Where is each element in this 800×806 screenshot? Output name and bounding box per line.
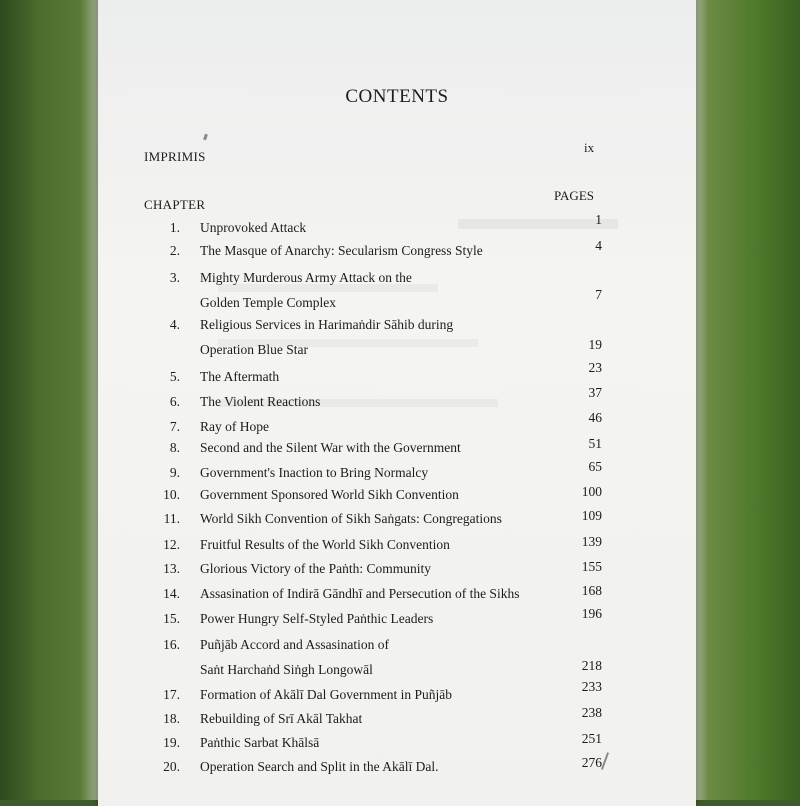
book-page [98, 0, 696, 806]
chapter-page: 4 [595, 238, 602, 253]
chapter-page: 65 [588, 459, 602, 474]
chapter-title: Operation Search and Split in the Akālī Dal. [200, 759, 439, 774]
chapter-number: 5. [169, 369, 180, 384]
imprimis-page-number: ix [584, 140, 595, 155]
chapter-number: 12. [163, 537, 180, 552]
chapter-page: 23 [588, 360, 602, 375]
imprimis-label: IMPRIMIS [144, 149, 206, 164]
chapter-number: 17. [163, 687, 180, 702]
chapter-title: Second and the Silent War with the Government [200, 440, 461, 455]
chapter-page: 100 [581, 484, 602, 499]
chapter-page: 196 [581, 606, 602, 621]
chapter-number: 2. [169, 243, 180, 258]
chapter-page: 139 [581, 534, 602, 549]
chapter-number: 14. [163, 586, 180, 601]
chapter-page: 251 [581, 731, 602, 746]
chapter-page: 46 [588, 410, 602, 425]
chapter-title: Puñjāb Accord and Assasination of [200, 637, 389, 652]
chapter-number: 6. [169, 394, 180, 409]
chapter-number: 9. [169, 465, 180, 480]
chapter-title: Unprovoked Attack [200, 220, 307, 235]
chapter-page: 233 [581, 679, 602, 694]
chapter-number: 16. [163, 637, 180, 652]
chapter-page: 168 [581, 583, 602, 598]
chapter-number: 13. [163, 561, 180, 576]
chapter-page: 19 [588, 337, 602, 352]
chapter-number: 7. [169, 419, 180, 434]
chapter-title: The Violent Reactions [200, 394, 321, 409]
chapter-title-continued: Operation Blue Star [200, 342, 308, 357]
chapter-number: 15. [163, 611, 180, 626]
chapter-title: World Sikh Convention of Sikh Saṅgats: Congregations [200, 511, 502, 526]
chapter-title: Assasination of Indirā Gāndhī and Persecution of the Sikhs [200, 586, 520, 601]
chapter-title: Paṅthic Sarbat Khālsā [200, 735, 320, 750]
chapter-number: 20. [163, 759, 180, 774]
chapter-page: 276 [581, 755, 602, 770]
chapter-page: 218 [581, 658, 602, 673]
chapter-page: 155 [581, 559, 602, 574]
chapter-page: 238 [581, 705, 602, 720]
chapter-number: 8. [169, 440, 180, 455]
chapter-title-continued: Golden Temple Complex [200, 295, 337, 310]
chapter-number: 10. [163, 487, 180, 502]
chapter-page: 109 [581, 508, 602, 523]
chapter-title: Formation of Akālī Dal Government in Puñjāb [200, 687, 452, 702]
chapter-number: 1. [169, 220, 180, 235]
chapter-title: Government's Inaction to Bring Normalcy [200, 465, 429, 480]
pen-mark [601, 752, 609, 770]
pages-heading: PAGES [554, 188, 594, 203]
chapter-title: Power Hungry Self-Styled Paṅthic Leaders [200, 611, 434, 626]
chapter-title: Mighty Murderous Army Attack on the [200, 270, 412, 285]
chapter-title-continued: Saṅt Harchaṅd Siṅgh Longowāl [200, 662, 373, 677]
chapter-page: 1 [595, 212, 602, 227]
chapter-page: 51 [588, 436, 602, 451]
chapter-title: Ray of Hope [200, 419, 269, 434]
chapter-number: 3. [169, 270, 180, 285]
chapter-number: 18. [163, 711, 180, 726]
chapter-page: 7 [595, 287, 602, 302]
chapter-page: 37 [588, 385, 602, 400]
background-grass-right [688, 0, 800, 800]
chapter-number: 4. [169, 317, 180, 332]
chapter-title: Rebuilding of Srī Akāl Takhat [200, 711, 363, 726]
chapter-title: The Aftermath [200, 369, 280, 384]
background-grass-left [0, 0, 100, 800]
chapter-title: Government Sponsored World Sikh Convention [200, 487, 459, 502]
chapter-heading: CHAPTER [144, 197, 206, 212]
page-title: CONTENTS [345, 86, 449, 107]
speck-mark [203, 134, 208, 141]
chapter-title: Fruitful Results of the World Sikh Convention [200, 537, 450, 552]
chapter-number: 19. [163, 735, 180, 750]
chapter-number: 11. [163, 511, 180, 526]
chapter-title: Religious Services in Harimaṅdir Sāhib during [200, 317, 454, 332]
chapter-title: Glorious Victory of the Paṅth: Community [200, 561, 432, 576]
chapter-title: The Masque of Anarchy: Secularism Congress Style [200, 243, 483, 258]
